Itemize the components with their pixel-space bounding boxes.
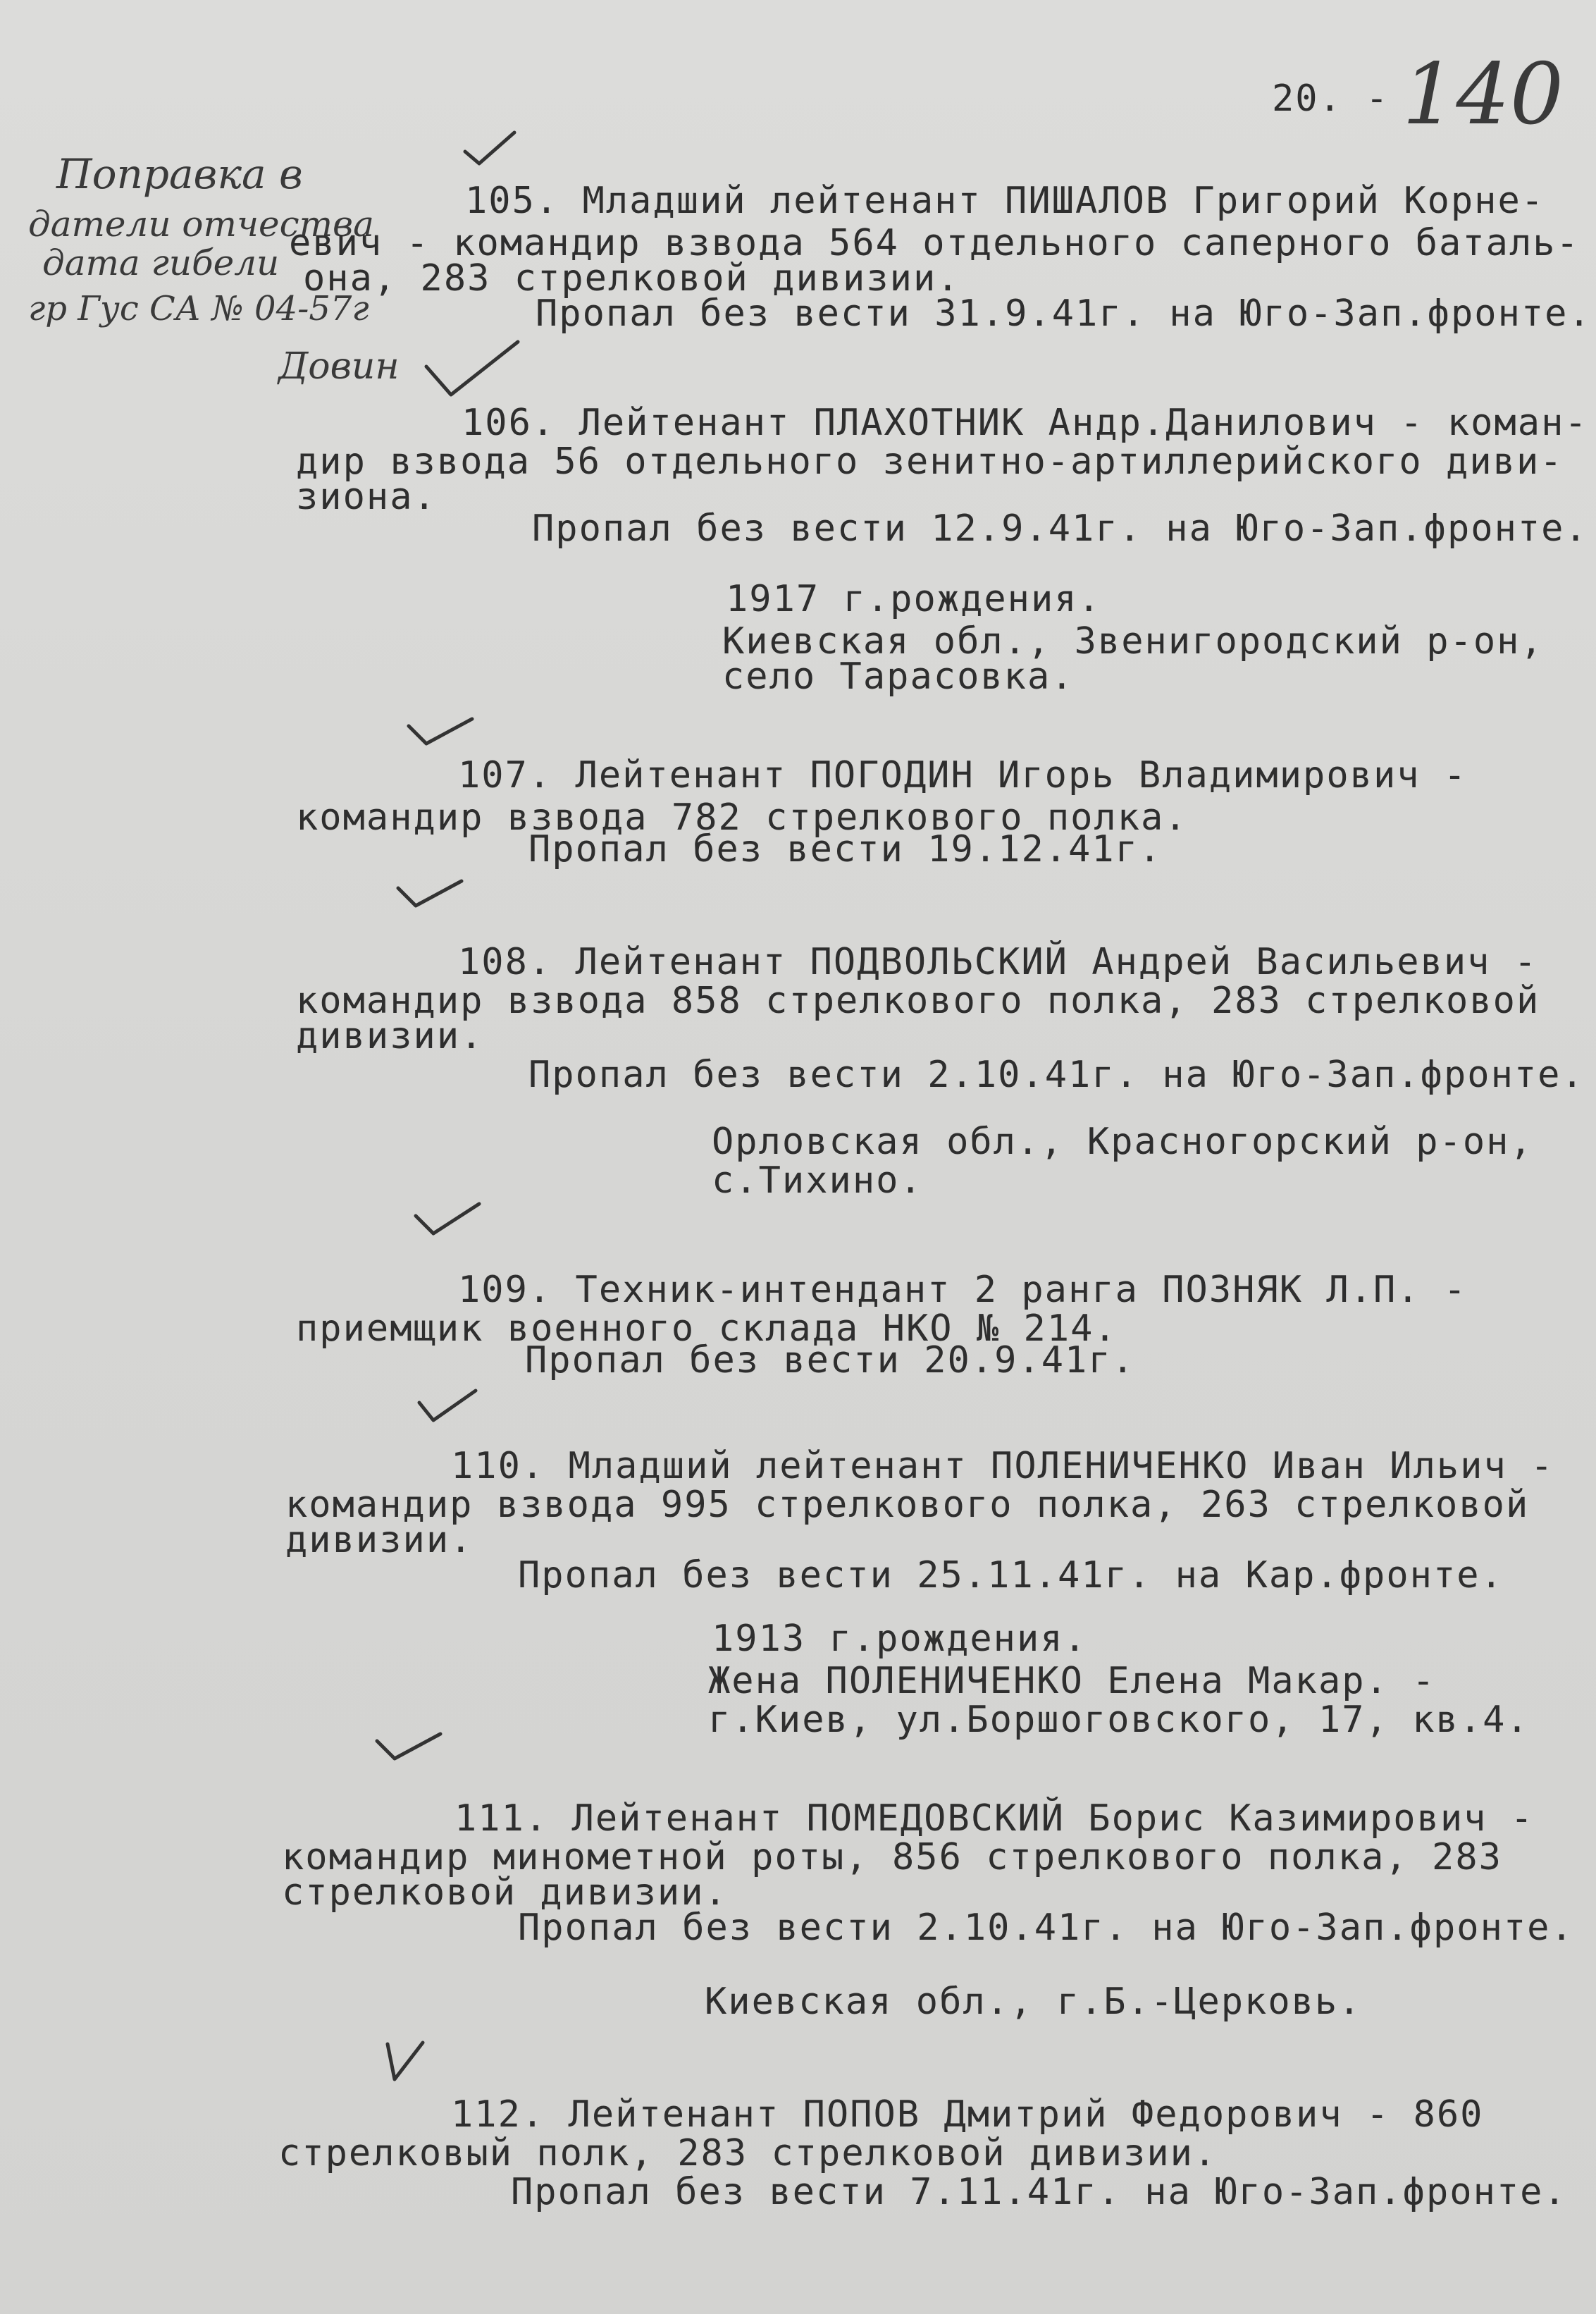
entry-110-note-3: г.Киев, ул.Боршоговского, 17, кв.4. bbox=[708, 1699, 1530, 1741]
entry-110-note-1: 1913 г.рождения. bbox=[712, 1618, 1087, 1660]
entry-106-status: Пропал без вести 12.9.41г. на Юго-Зап.фронте. bbox=[532, 507, 1588, 550]
entry-105-line-2: евич - командир взвода 564 отдельного саперного баталь- bbox=[289, 222, 1580, 264]
entry-106-note-3: село Тарасовка. bbox=[722, 656, 1075, 698]
entry-107-line-2: командир взвода 782 стрелкового полка. bbox=[296, 796, 1188, 839]
entry-110-line-3: дивизии. bbox=[285, 1519, 474, 1561]
entry-105-status: Пропал без вести 31.9.41г. на Юго-Зап.фронте. bbox=[536, 293, 1592, 335]
entry-110-line-2: командир взвода 995 стрелкового полка, 263 стрелковой bbox=[285, 1484, 1530, 1526]
check-mark-icon bbox=[381, 2037, 430, 2086]
entry-108-status: Пропал без вести 2.10.41г. на Юго-Зап.фронте. bbox=[528, 1054, 1585, 1096]
entry-106-line-2: дир взвода 56 отдельного зенитно-артиллерийского диви- bbox=[296, 441, 1564, 483]
entry-111-line-2: командир минометной роты, 856 стрелкового полка, 283 bbox=[282, 1836, 1502, 1878]
entry-111-status: Пропал без вести 2.10.41г. на Юго-Зап.фронте. bbox=[518, 1907, 1574, 1949]
margin-note-line-2: датели отчества bbox=[28, 204, 374, 245]
margin-note-line-5: Довин bbox=[278, 345, 400, 388]
margin-note-line-1: Поправка в bbox=[56, 150, 303, 198]
entry-112-line-2: стрелковый полк, 283 стрелковой дивизии. bbox=[278, 2132, 1218, 2174]
entry-106-line-3: зиона. bbox=[296, 476, 437, 518]
entry-111-note-1: Киевская обл., г.Б.-Церковь. bbox=[705, 1981, 1362, 2023]
check-mark-icon bbox=[405, 712, 476, 754]
entry-110-status: Пропал без вести 25.11.41г. на Кар.фронте. bbox=[518, 1554, 1504, 1596]
entry-108-note-2: с.Тихино. bbox=[712, 1159, 923, 1202]
entry-108-line-2: командир взвода 858 стрелкового полка, 283 стрелковой bbox=[296, 980, 1540, 1022]
entry-106-note-2: Киевская обл., Звенигородский р-он, bbox=[722, 620, 1544, 663]
entry-107-line-1: 107. Лейтенант ПОГОДИН Игорь Владимирович - bbox=[458, 754, 1468, 796]
entry-112-status: Пропал без вести 7.11.41г. на Юго-Зап.фронте. bbox=[511, 2171, 1567, 2213]
check-mark-icon bbox=[416, 1385, 479, 1427]
check-mark-icon bbox=[373, 1727, 444, 1769]
entry-111-line-3: стрелковой дивизии. bbox=[282, 1871, 728, 1914]
entry-110-line-1: 110. Младший лейтенант ПОЛЕНИЧЕНКО Иван Ильич - bbox=[451, 1445, 1554, 1487]
entry-109-status: Пропал без вести 20.9.41г. bbox=[525, 1339, 1135, 1381]
margin-note-line-4: гр Гус СА № 04-57г bbox=[28, 289, 369, 328]
entry-110-note-2: Жена ПОЛЕНИЧЕНКО Елена Макар. - bbox=[708, 1660, 1436, 1702]
margin-note-line-3: дата гибели bbox=[42, 242, 280, 283]
check-mark-icon bbox=[395, 874, 465, 916]
entry-105-line-1: 105. Младший лейтенант ПИШАЛОВ Григорий Корне- bbox=[465, 180, 1545, 222]
entry-105-line-3: она, 283 стрелковой дивизии. bbox=[303, 257, 960, 300]
entry-106-note-1: 1917 г.рождения. bbox=[726, 578, 1101, 620]
entry-111-line-1: 111. Лейтенант ПОМЕДОВСКИЙ Борис Казимирович - bbox=[454, 1797, 1535, 1840]
entry-107-status: Пропал без вести 19.12.41г. bbox=[528, 828, 1163, 870]
check-mark-icon bbox=[462, 127, 518, 169]
check-mark-icon bbox=[412, 1198, 483, 1241]
entry-109-line-1: 109. Техник-интендант 2 ранга ПОЗНЯК Л.П. - bbox=[458, 1269, 1468, 1311]
page-number-typed: 20. - bbox=[1272, 78, 1390, 120]
entry-106-line-1: 106. Лейтенант ПЛАХОТНИК Андр.Данилович - коман- bbox=[462, 402, 1588, 444]
check-mark-icon bbox=[423, 338, 521, 402]
entry-108-note-1: Орловская обл., Красногорский р-он, bbox=[712, 1121, 1533, 1163]
entry-112-line-1: 112. Лейтенант ПОПОВ Дмитрий Федорович - 860 bbox=[451, 2093, 1484, 2136]
entry-109-line-2: приемщик военного склада НКО № 214. bbox=[296, 1307, 1118, 1350]
page-number-handwritten: 140 bbox=[1402, 46, 1564, 144]
entry-108-line-1: 108. Лейтенант ПОДВОЛЬСКИЙ Андрей Васильевич - bbox=[458, 941, 1538, 983]
entry-108-line-3: дивизии. bbox=[296, 1015, 484, 1057]
